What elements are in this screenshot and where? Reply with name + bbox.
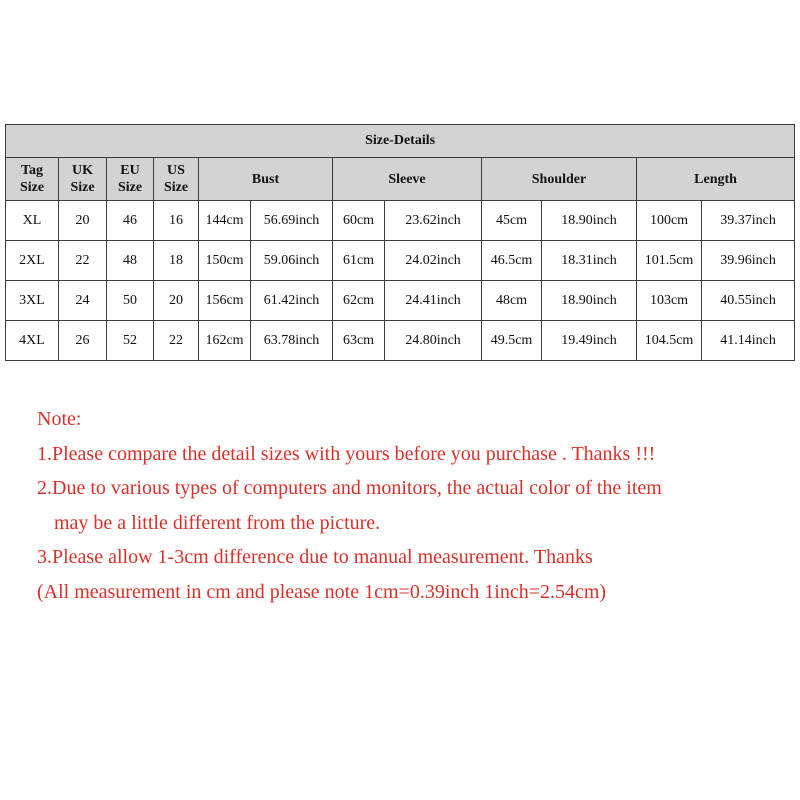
table-cell: 23.62inch	[385, 201, 482, 241]
table-cell: 40.55inch	[702, 281, 795, 321]
table-cell: 16	[154, 201, 199, 241]
table-cell: 62cm	[333, 281, 385, 321]
table-cell: 49.5cm	[482, 321, 542, 361]
table-cell: 60cm	[333, 201, 385, 241]
table-row	[6, 241, 795, 281]
header-uk-size: UK Size	[59, 158, 107, 201]
note-compare-sizes: 1.Please compare the detail sizes with yours before you purchase . Thanks !!!	[37, 442, 656, 465]
header-tag-size: Tag Size	[6, 158, 59, 201]
header-eu-size: EU Size	[107, 158, 154, 201]
table-cell: 41.14inch	[702, 321, 795, 361]
table-cell: 150cm	[199, 241, 251, 281]
table-cell: 56.69inch	[251, 201, 333, 241]
table-cell: 63.78inch	[251, 321, 333, 361]
table-cell: 18.90inch	[542, 201, 637, 241]
notes-heading: Note:	[37, 408, 82, 430]
table-row	[6, 281, 795, 321]
table-cell: 61.42inch	[251, 281, 333, 321]
table-cell: 46.5cm	[482, 241, 542, 281]
header-shoulder: Shoulder	[482, 158, 637, 201]
table-cell: 101.5cm	[637, 241, 702, 281]
note-color-difference-continued: may be a little different from the picture.	[54, 511, 381, 534]
table-cell: 26	[59, 321, 107, 361]
table-cell: 24	[59, 281, 107, 321]
header-us-size: US Size	[154, 158, 199, 201]
table-cell: 24.02inch	[385, 241, 482, 281]
table-cell: 18	[154, 241, 199, 281]
table-cell: 100cm	[637, 201, 702, 241]
header-length: Length	[637, 158, 795, 201]
table-cell: 156cm	[199, 281, 251, 321]
table-cell: 103cm	[637, 281, 702, 321]
table-cell: 3XL	[6, 281, 59, 321]
table-cell: 45cm	[482, 201, 542, 241]
table-cell: 20	[59, 201, 107, 241]
table-cell: 22	[59, 241, 107, 281]
header-bust: Bust	[199, 158, 333, 201]
note-color-difference: 2.Due to various types of computers and monitors, the actual color of the item	[37, 477, 662, 499]
table-cell: 63cm	[333, 321, 385, 361]
table-cell: 59.06inch	[251, 241, 333, 281]
table-cell: 104.5cm	[637, 321, 702, 361]
table-cell: 20	[154, 281, 199, 321]
size-details-table	[5, 124, 795, 361]
table-cell: 22	[154, 321, 199, 361]
table-cell: 162cm	[199, 321, 251, 361]
table-cell: 4XL	[6, 321, 59, 361]
table-cell: 39.96inch	[702, 241, 795, 281]
note-measurement-difference: 3.Please allow 1-3cm difference due to manual measurement. Thanks	[37, 546, 593, 568]
table-cell: 52	[107, 321, 154, 361]
table-cell: 50	[107, 281, 154, 321]
table-cell: 24.80inch	[385, 321, 482, 361]
table-row	[6, 321, 795, 361]
header-sleeve: Sleeve	[333, 158, 482, 201]
table-cell: 39.37inch	[702, 201, 795, 241]
note-unit-conversion: (All measurement in cm and please note 1cm=0.39inch 1inch=2.54cm)	[37, 580, 607, 603]
table-title: Size-Details	[6, 125, 795, 158]
table-cell: 48	[107, 241, 154, 281]
table-cell: 48cm	[482, 281, 542, 321]
table-cell: 24.41inch	[385, 281, 482, 321]
notes-section	[37, 402, 787, 609]
table-cell: 46	[107, 201, 154, 241]
table-cell: 2XL	[6, 241, 59, 281]
table-cell: 18.31inch	[542, 241, 637, 281]
table-cell: 19.49inch	[542, 321, 637, 361]
table-cell: 18.90inch	[542, 281, 637, 321]
table-cell: 144cm	[199, 201, 251, 241]
table-cell: XL	[6, 201, 59, 241]
table-row	[6, 201, 795, 241]
table-cell: 61cm	[333, 241, 385, 281]
